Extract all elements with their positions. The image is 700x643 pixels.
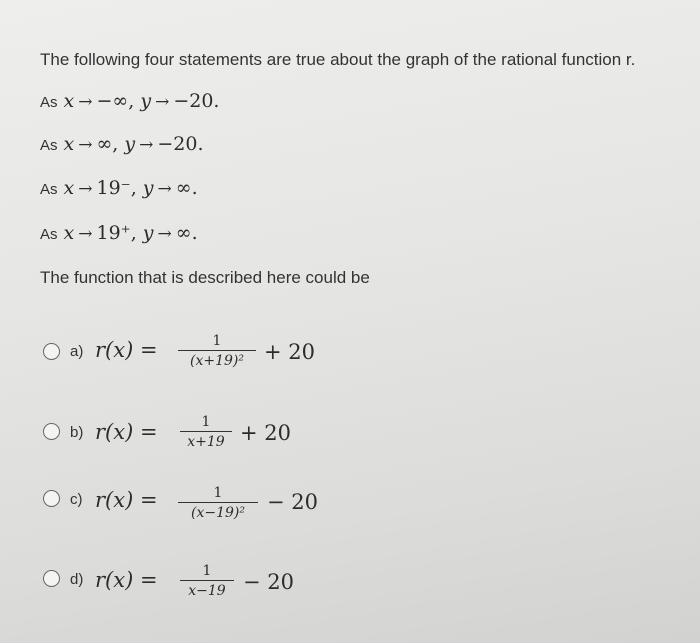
option-d-tail: − 20 [243,570,294,594]
fraction-bar [180,431,232,432]
arrow-icon: → [78,92,93,112]
statement-limit: ∞. [175,222,198,244]
option-b-radio[interactable] [43,423,60,440]
statement-2 [40,133,204,155]
statement-variable-y: y [140,90,152,112]
fraction-numerator: 1 [212,333,222,349]
option-c-tail: − 20 [267,490,318,514]
statement-variable-y: y [142,177,154,199]
option-d-lhs [95,568,158,592]
option-b-label: b) [70,424,84,441]
statement-variable-y: y [124,133,136,155]
function-lhs: r(x) = [95,420,158,444]
fraction-denominator: (x−19)² [191,505,245,522]
fraction-denominator: (x+19)² [190,353,244,370]
option-a-fraction [178,333,256,369]
fraction-bar [180,580,234,581]
fraction-numerator: 1 [213,485,223,501]
statement-prefix: As [40,226,58,243]
fraction-bar [178,502,258,503]
option-b-tail: + 20 [240,421,291,445]
fraction-numerator: 1 [202,563,212,579]
fraction-denominator: x−19 [188,583,226,600]
statement-limit: −20. [157,133,204,155]
function-lhs: r(x) = [95,568,158,592]
option-d-fraction [180,563,234,599]
option-b-lhs [95,420,158,444]
statement-variable-x: x [63,90,75,112]
option-c-label: c) [70,491,83,508]
fraction-bar [178,350,256,351]
statement-variable-x: x [63,177,75,199]
arrow-icon: → [157,224,172,244]
option-a-tail: + 20 [264,340,315,364]
statement-target: ∞, [96,133,119,155]
function-lhs: r(x) = [95,338,158,362]
option-a-label: a) [70,343,84,360]
option-d-label: d) [70,571,84,588]
statement-limit: −20. [173,90,220,112]
function-lhs: r(x) = [95,488,158,512]
statement-4 [40,222,198,244]
statement-limit: ∞. [175,177,198,199]
arrow-icon: → [78,224,93,244]
statement-prefix: As [40,94,58,111]
statement-variable-y: y [142,222,154,244]
option-b-fraction [180,414,232,450]
statement-variable-x: x [63,222,75,244]
question-text: The function that is described here could be [40,268,370,287]
option-c-fraction [178,485,258,521]
statement-target: 19⁻, [96,177,137,199]
intro-text: The following four statements are true about the graph of the rational function r. [40,50,636,69]
option-c-lhs [95,488,158,512]
statement-target: 19⁺, [96,222,137,244]
option-c-radio[interactable] [43,490,60,507]
statement-variable-x: x [63,133,75,155]
fraction-numerator: 1 [201,414,211,430]
option-a-radio[interactable] [43,343,60,360]
arrow-icon: → [139,135,154,155]
option-a-lhs [95,338,158,362]
option-d-radio[interactable] [43,570,60,587]
arrow-icon: → [157,179,172,199]
fraction-denominator: x+19 [187,434,225,451]
arrow-icon: → [78,135,93,155]
statement-3 [40,177,198,199]
statement-prefix: As [40,137,58,154]
statement-target: −∞, [96,90,135,112]
arrow-icon: → [78,179,93,199]
arrow-icon: → [155,92,170,112]
statement-prefix: As [40,181,58,198]
statement-1 [40,90,219,112]
